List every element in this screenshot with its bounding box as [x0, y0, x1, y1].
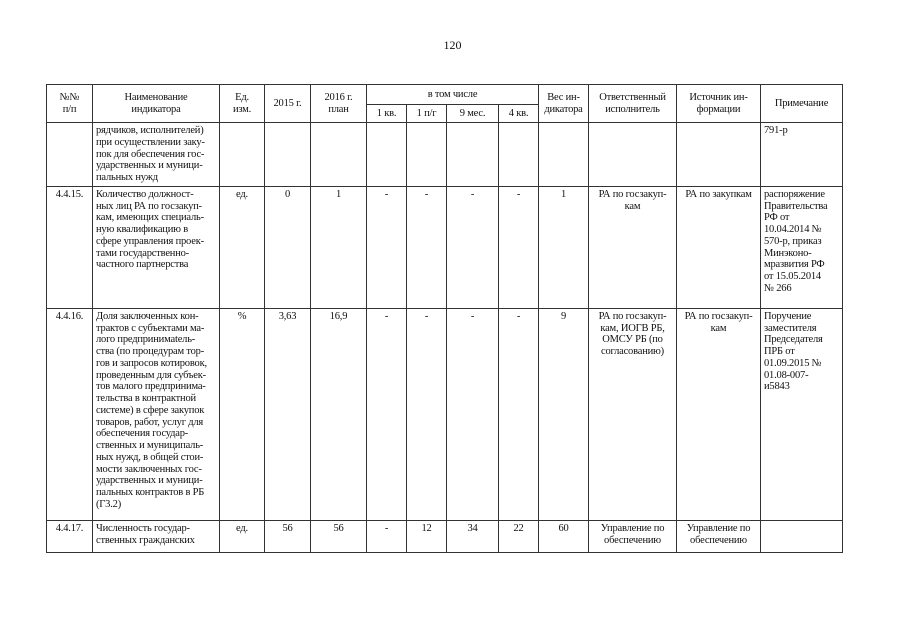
cell-source: РА по закупкам [677, 186, 761, 308]
cell-q4 [499, 123, 539, 187]
table-row [47, 186, 843, 308]
col-header-note: Примечание [761, 85, 843, 123]
cell-h1: 12 [407, 520, 447, 552]
cell-responsible: РА по госзакуп- кам [589, 186, 677, 308]
cell-source [677, 123, 761, 187]
col-header-responsible: Ответственный исполнитель [589, 85, 677, 123]
cell-unit: ед. [220, 186, 265, 308]
table-row [47, 308, 843, 520]
cell-2016 [311, 123, 367, 187]
col-header-q1: 1 кв. [367, 105, 407, 123]
col-header-q4: 4 кв. [499, 105, 539, 123]
cell-source: Управление по обеспечению [677, 520, 761, 552]
cell-num: 4.4.15. [47, 186, 93, 308]
cell-unit: ед. [220, 520, 265, 552]
col-header-h1: 1 п/г [407, 105, 447, 123]
cell-2016: 56 [311, 520, 367, 552]
cell-2015: 3,63 [265, 308, 311, 520]
col-header-2016: 2016 г. план [311, 85, 367, 123]
page-number: 120 [443, 38, 462, 52]
cell-weight: 9 [539, 308, 589, 520]
cell-num [47, 123, 93, 187]
cell-unit [220, 123, 265, 187]
cell-name: рядчиков, исполнителей) при осуществлении заку- пок для обеспечения гос- ударственных и муници- пальных нужд [93, 123, 220, 187]
cell-9m: 34 [447, 520, 499, 552]
cell-q1: - [367, 308, 407, 520]
cell-name: Количество должност- ных лиц РА по госзакуп- кам, имеющих специаль- ную квалификацию в сфере управления проек- тами государственно- частного партнерства [93, 186, 220, 308]
cell-q4: - [499, 186, 539, 308]
cell-responsible: РА по госзакуп- кам, ИОГВ РБ, ОМСУ РБ (по согласованию) [589, 308, 677, 520]
cell-h1: - [407, 186, 447, 308]
cell-2015: 56 [265, 520, 311, 552]
cell-9m: - [447, 308, 499, 520]
cell-num: 4.4.17. [47, 520, 93, 552]
cell-responsible [589, 123, 677, 187]
indicator-table [46, 84, 843, 553]
cell-9m [447, 123, 499, 187]
cell-name: Численность государ- ственных гражданских [93, 520, 220, 552]
cell-q1 [367, 123, 407, 187]
col-header-9m: 9 мес. [447, 105, 499, 123]
cell-source: РА по госзакуп- кам [677, 308, 761, 520]
cell-2015: 0 [265, 186, 311, 308]
cell-responsible: Управление по обеспечению [589, 520, 677, 552]
cell-weight: 1 [539, 186, 589, 308]
header-row-top [47, 85, 843, 105]
cell-weight [539, 123, 589, 187]
cell-q1: - [367, 520, 407, 552]
cell-h1 [407, 123, 447, 187]
table-row [47, 123, 843, 187]
cell-q4: 22 [499, 520, 539, 552]
cell-num: 4.4.16. [47, 308, 93, 520]
col-header-source: Источник ин- формации [677, 85, 761, 123]
cell-h1: - [407, 308, 447, 520]
cell-q4: - [499, 308, 539, 520]
cell-weight: 60 [539, 520, 589, 552]
cell-2016: 1 [311, 186, 367, 308]
col-header-unit: Ед. изм. [220, 85, 265, 123]
cell-2016: 16,9 [311, 308, 367, 520]
cell-9m: - [447, 186, 499, 308]
col-header-2015: 2015 г. [265, 85, 311, 123]
cell-name: Доля заключенных кон- трактов с субъектами ма- лого предпринимatель- ства (по процедурам тор- гов и запросов котировок, проведенным для субъек- тов малого предпринима- тельства в контрактной системе) в сфере закупок товаров, работ, услуг для обеспечения государ- ственных и муниципаль- ных нужд, в общей стои- мости заключенных гос- ударственных и муници- пальных контрактов в РБ (Г3.2) [93, 308, 220, 520]
cell-note [761, 520, 843, 552]
cell-q1: - [367, 186, 407, 308]
col-header-num: №№ п/п [47, 85, 93, 123]
cell-2015 [265, 123, 311, 187]
cell-note: Поручение заместителя Председателя ПРБ от 01.09.2015 № 01.08-007- и5843 [761, 308, 843, 520]
col-header-name: Наименование индикатора [93, 85, 220, 123]
table-row [47, 520, 843, 552]
col-header-including: в том числе [367, 85, 539, 105]
cell-note: 791-р [761, 123, 843, 187]
col-header-weight: Вес ин- дикатора [539, 85, 589, 123]
cell-unit: % [220, 308, 265, 520]
cell-note: распоряжение Правительства РФ от 10.04.2014 № 570-р, приказ Минэконо- мразвития РФ от 15.05.2014 № 266 [761, 186, 843, 308]
